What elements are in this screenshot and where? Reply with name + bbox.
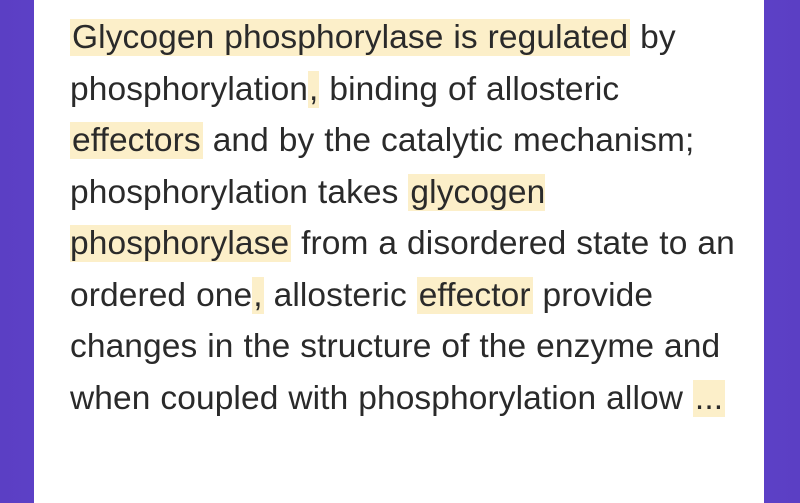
highlight-span: glycogen phosphorylase: [70, 173, 546, 262]
highlight-span: Glycogen phosphorylase is regulated: [72, 19, 629, 56]
answer-card: [34, 0, 764, 503]
text-span: from a disordered state to an ordered one: [70, 225, 735, 314]
answer-text: [70, 12, 736, 424]
highlight-span: effector: [418, 276, 531, 314]
highlight-span: ,: [253, 276, 263, 314]
highlight-span: effectors: [72, 122, 201, 159]
text-span: allosteric: [263, 276, 417, 314]
text-span: provide changes in the structure of the enzyme and when coupled with phosphorylation allow: [70, 276, 721, 417]
text-span: by phosphorylation: [70, 19, 676, 108]
text-span: and by the catalytic mechanism; phosphorylation takes: [70, 122, 695, 211]
text-span: binding of allosteric: [319, 70, 620, 108]
ellipsis-more[interactable]: ...: [694, 379, 724, 417]
highlight-span: ,: [309, 70, 319, 108]
